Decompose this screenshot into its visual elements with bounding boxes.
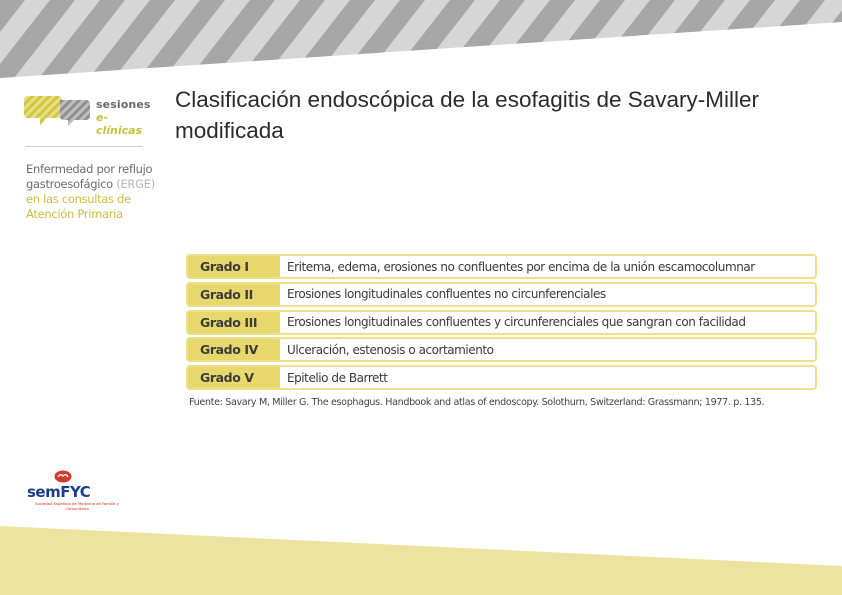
top-striped-banner xyxy=(0,0,842,80)
sesiones-eclinicas-logo xyxy=(24,94,154,137)
grade-label: Grado IV xyxy=(188,339,280,360)
semfyc-subtitle: Sociedad Española de Medicina de Familia y Comunitaria xyxy=(35,501,119,511)
table-row xyxy=(186,337,817,362)
semfyc-logo xyxy=(27,470,127,512)
grade-label: Grado III xyxy=(188,312,280,333)
savary-miller-grade-table xyxy=(186,254,817,393)
logo-text-sesiones: sesiones xyxy=(96,98,151,111)
sidebar-line-4: Atención Primaria xyxy=(26,207,123,221)
grade-description: Eritema, edema, erosiones no confluentes por encima de la unión escamocolumnar xyxy=(287,259,755,274)
sidebar-line-2 xyxy=(26,177,176,192)
grade-description: Erosiones longitudinales confluentes no circunferenciales xyxy=(287,287,606,302)
table-row xyxy=(186,310,817,335)
bottom-yellow-band xyxy=(0,522,842,595)
slide-title: Clasificación endoscópica de la esofagitis de Savary-Miller modificada xyxy=(175,87,760,143)
sidebar-divider xyxy=(25,146,143,147)
grade-label: Grado I xyxy=(188,256,280,277)
sidebar-line-3: en las consultas de xyxy=(26,192,131,206)
sidebar-line-2-abbr: (ERGE) xyxy=(116,177,155,191)
grade-description: Epitelio de Barrett xyxy=(287,370,388,385)
speech-bubbles-icon xyxy=(24,94,92,128)
table-row xyxy=(186,282,817,307)
semfyc-wordmark: semFYC xyxy=(27,483,91,501)
logo-text-eclinicas: e-clínicas xyxy=(96,111,143,137)
sidebar-line-2-main: gastroesofágico xyxy=(26,177,113,191)
grade-label: Grado V xyxy=(188,367,280,388)
grade-label: Grado II xyxy=(188,284,280,305)
table-row xyxy=(186,254,817,279)
sidebar-course-title xyxy=(26,162,176,222)
grade-description: Erosiones longitudinales confluentes y circunferenciales que sangran con facilidad xyxy=(287,315,746,330)
table-row xyxy=(186,365,817,390)
source-citation: Fuente: Savary M, Miller G. The esophagus. Handbook and atlas of endoscopy. Solothurn, Switzerland: Grassmann; 1977. p. 135. xyxy=(189,397,765,408)
semfyc-emblem-icon xyxy=(54,470,72,483)
grade-description: Ulceración, estenosis o acortamiento xyxy=(287,342,494,357)
sidebar-line-1: Enfermedad por reflujo xyxy=(26,162,153,176)
